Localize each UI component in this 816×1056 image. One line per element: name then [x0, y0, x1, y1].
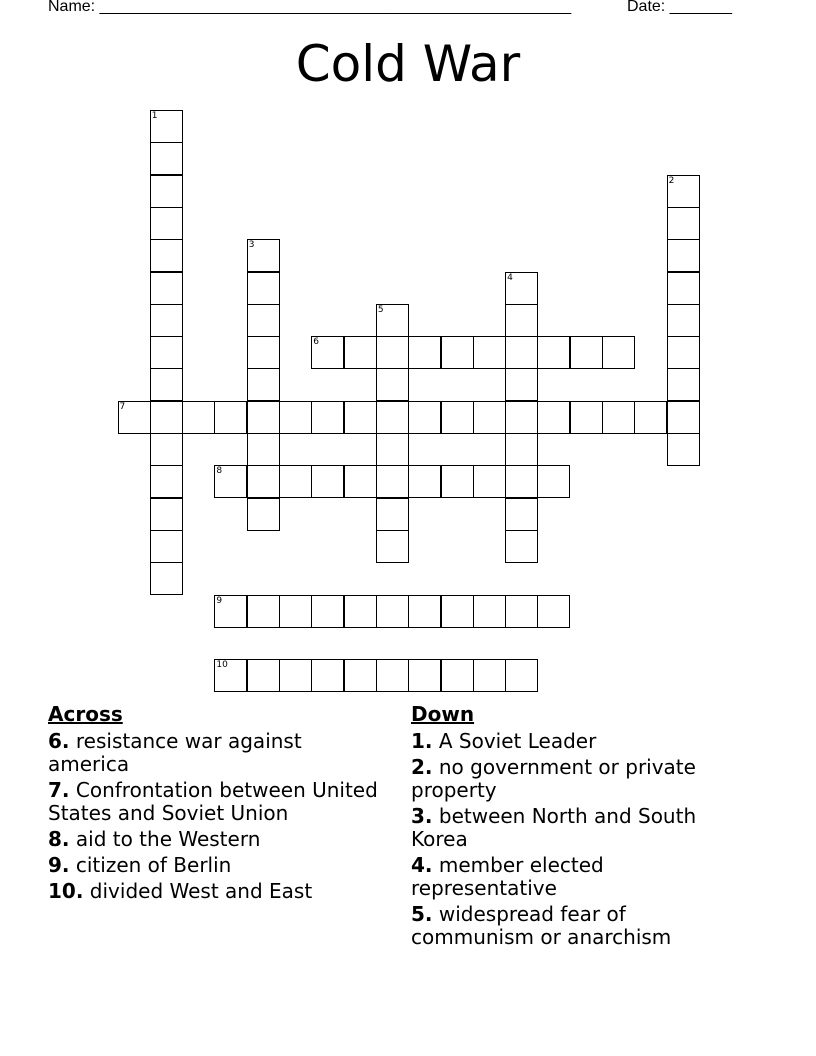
crossword-cell[interactable]	[247, 465, 280, 498]
crossword-cell[interactable]	[311, 336, 344, 369]
crossword-cell[interactable]	[344, 336, 377, 369]
across-clues	[48, 702, 388, 906]
cell-number: 7	[119, 401, 126, 412]
crossword-cell[interactable]	[247, 401, 280, 434]
crossword-cell[interactable]	[505, 530, 538, 563]
across-clue	[48, 880, 388, 903]
down-clue	[411, 903, 751, 949]
crossword-cell[interactable]	[602, 336, 635, 369]
crossword-cell[interactable]	[441, 595, 474, 628]
crossword-cell[interactable]	[408, 595, 441, 628]
name-field-label: Name: _____________________________________________________	[48, 0, 572, 15]
crossword-cell[interactable]	[150, 239, 183, 272]
down-heading: Down	[411, 702, 475, 726]
clue-number: 7.	[48, 778, 70, 802]
crossword-cell[interactable]	[441, 465, 474, 498]
crossword-cell[interactable]	[441, 659, 474, 692]
down-clue	[411, 756, 751, 802]
crossword-cell[interactable]	[473, 465, 506, 498]
crossword-cell[interactable]	[279, 465, 312, 498]
crossword-cell[interactable]	[247, 304, 280, 337]
clue-text: A Soviet Leader	[438, 729, 597, 753]
page-title: Cold War	[295, 35, 521, 93]
crossword-cell[interactable]	[667, 175, 700, 208]
clue-number: 6.	[48, 729, 70, 753]
clue-number: 9.	[48, 853, 70, 877]
down-clue	[411, 730, 751, 753]
crossword-cell[interactable]	[537, 595, 570, 628]
crossword-cell[interactable]	[505, 433, 538, 466]
crossword-cell[interactable]	[150, 304, 183, 337]
cell-number: 4	[507, 272, 513, 283]
across-clue	[48, 730, 388, 776]
crossword-cell[interactable]	[473, 336, 506, 369]
crossword-cell[interactable]	[150, 433, 183, 466]
clue-number: 1.	[411, 729, 433, 753]
cell-number: 6	[313, 337, 320, 348]
crossword-cell[interactable]	[505, 659, 538, 692]
clue-text: citizen of Berlin	[75, 853, 232, 877]
crossword-cell[interactable]	[602, 401, 635, 434]
cell-number: 5	[377, 304, 384, 315]
crossword-cell[interactable]	[279, 401, 312, 434]
crossword-cell[interactable]	[376, 336, 409, 369]
crossword-cell[interactable]	[214, 465, 247, 498]
crossword-cell[interactable]	[311, 659, 344, 692]
crossword-cell[interactable]	[214, 401, 247, 434]
across-heading: Across	[48, 702, 123, 726]
crossword-cell[interactable]	[214, 659, 247, 692]
crossword-cell[interactable]	[505, 401, 538, 434]
clue-number: 5.	[411, 902, 433, 926]
crossword-cell[interactable]	[570, 401, 603, 434]
cell-number: 9	[216, 595, 223, 606]
clue-text: widespread fear of communism or anarchism	[411, 902, 672, 949]
crossword-cell[interactable]	[150, 336, 183, 369]
crossword-cell[interactable]	[376, 659, 409, 692]
crossword-cell[interactable]	[279, 595, 312, 628]
date-field-label: Date: _______	[627, 0, 732, 15]
clue-text: divided West and East	[89, 879, 313, 903]
across-clue	[48, 828, 388, 851]
across-clue	[48, 854, 388, 877]
crossword-cell[interactable]	[473, 595, 506, 628]
crossword-cell[interactable]	[505, 595, 538, 628]
crossword-cell[interactable]	[376, 304, 409, 337]
crossword-cell[interactable]	[667, 401, 700, 434]
crossword-cell[interactable]	[344, 659, 377, 692]
crossword-cell[interactable]	[505, 336, 538, 369]
crossword-cell[interactable]	[150, 498, 183, 531]
clue-text: member elected representative	[411, 853, 604, 900]
crossword-cell[interactable]	[247, 433, 280, 466]
crossword-cell[interactable]	[150, 142, 183, 175]
down-clues	[411, 702, 751, 952]
crossword-cell[interactable]	[441, 336, 474, 369]
crossword-cell[interactable]	[344, 595, 377, 628]
crossword-cell[interactable]	[667, 207, 700, 240]
crossword-cell[interactable]	[311, 595, 344, 628]
down-clue	[411, 805, 751, 851]
crossword-cell[interactable]	[408, 336, 441, 369]
clue-text: Confrontation between United States and Soviet Union	[48, 778, 378, 825]
crossword-cell[interactable]	[311, 401, 344, 434]
crossword-cell[interactable]	[667, 304, 700, 337]
clue-number: 8.	[48, 827, 70, 851]
crossword-cell[interactable]	[667, 239, 700, 272]
crossword-cell[interactable]	[247, 272, 280, 305]
crossword-cell[interactable]	[150, 562, 183, 595]
crossword-cell[interactable]	[376, 368, 409, 401]
crossword-cell[interactable]	[408, 465, 441, 498]
crossword-cell[interactable]	[537, 465, 570, 498]
crossword-cell[interactable]	[150, 207, 183, 240]
crossword-cell[interactable]	[247, 595, 280, 628]
cell-number: 8	[216, 466, 223, 477]
crossword-cell[interactable]	[247, 659, 280, 692]
crossword-cell[interactable]	[150, 272, 183, 305]
crossword-cell[interactable]	[505, 465, 538, 498]
crossword-cell[interactable]	[505, 498, 538, 531]
crossword-cell[interactable]	[279, 659, 312, 692]
crossword-cell[interactable]	[376, 433, 409, 466]
crossword-cell[interactable]	[150, 368, 183, 401]
cell-number: 2	[668, 175, 675, 186]
crossword-cell[interactable]	[150, 465, 183, 498]
crossword-cell[interactable]	[667, 272, 700, 305]
crossword-cell[interactable]	[311, 465, 344, 498]
clue-text: no government or private property	[411, 755, 696, 802]
crossword-cell[interactable]	[667, 336, 700, 369]
crossword-cell[interactable]	[473, 659, 506, 692]
crossword-cell[interactable]	[408, 401, 441, 434]
crossword-cell[interactable]	[247, 368, 280, 401]
crossword-cell[interactable]	[150, 401, 183, 434]
crossword-cell[interactable]	[247, 336, 280, 369]
crossword-cell[interactable]	[150, 110, 183, 143]
crossword-cell[interactable]	[150, 530, 183, 563]
crossword-cell[interactable]	[408, 659, 441, 692]
clue-number: 3.	[411, 804, 433, 828]
crossword-cell[interactable]	[376, 401, 409, 434]
crossword-cell[interactable]	[344, 465, 377, 498]
cell-number: 1	[151, 111, 158, 121]
crossword-cell[interactable]	[376, 530, 409, 563]
crossword-cell[interactable]	[118, 401, 151, 434]
crossword-cell[interactable]	[376, 465, 409, 498]
crossword-cell[interactable]	[570, 336, 603, 369]
crossword-cell[interactable]	[182, 401, 215, 434]
crossword-cell[interactable]	[537, 401, 570, 434]
crossword-cell[interactable]	[441, 401, 474, 434]
clue-text: resistance war against america	[48, 729, 302, 776]
crossword-cell[interactable]	[505, 304, 538, 337]
crossword-cell[interactable]	[667, 433, 700, 466]
across-clue	[48, 779, 388, 825]
crossword-cell[interactable]	[376, 498, 409, 531]
clue-text: between North and South Korea	[411, 804, 697, 851]
clue-text: aid to the Western	[75, 827, 261, 851]
crossword-cell[interactable]	[247, 498, 280, 531]
crossword-cell[interactable]	[634, 401, 667, 434]
clue-number: 2.	[411, 755, 433, 779]
crossword-cell[interactable]	[150, 175, 183, 208]
crossword-cell[interactable]	[537, 336, 570, 369]
crossword-cell[interactable]	[214, 595, 247, 628]
cell-number: 3	[248, 240, 255, 251]
down-clue	[411, 854, 751, 900]
clue-number: 4.	[411, 853, 433, 877]
crossword-cell[interactable]	[473, 401, 506, 434]
crossword-cell[interactable]	[505, 368, 538, 401]
crossword-cell[interactable]	[247, 239, 280, 272]
crossword-cell[interactable]	[505, 272, 538, 305]
crossword-cell[interactable]	[376, 595, 409, 628]
crossword-cell[interactable]	[667, 368, 700, 401]
crossword-cell[interactable]	[344, 401, 377, 434]
cell-number: 10	[216, 660, 228, 671]
clue-number: 10.	[48, 879, 84, 903]
